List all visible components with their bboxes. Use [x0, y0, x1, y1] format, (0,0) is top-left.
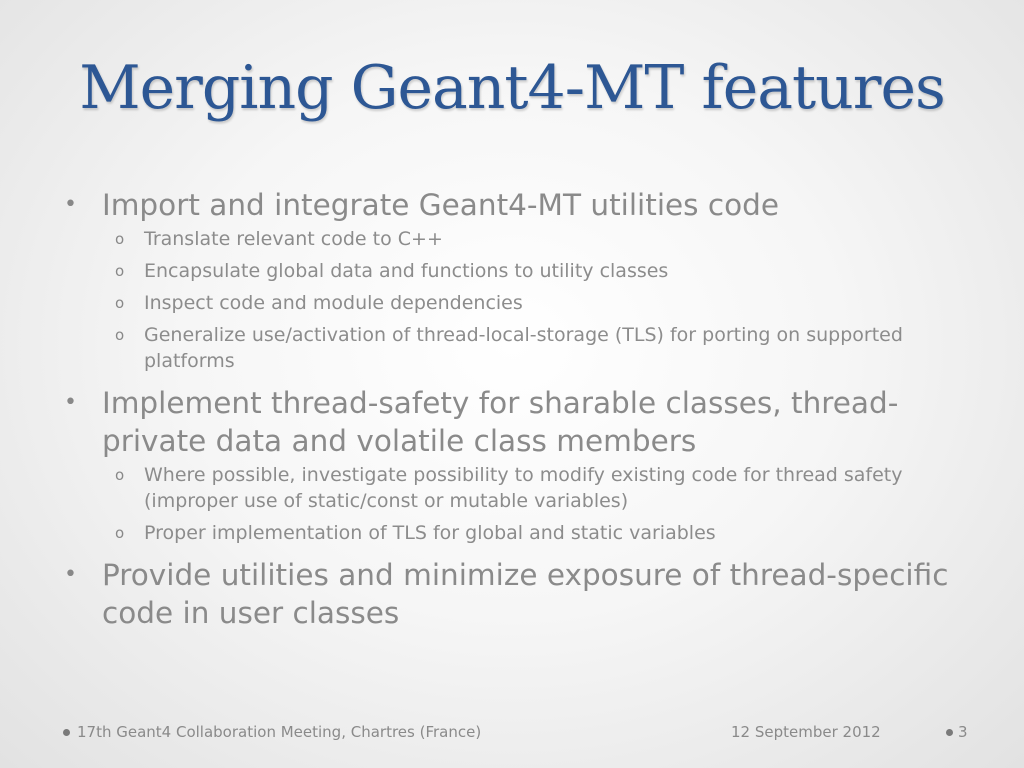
- bullet-text: Import and integrate Geant4-MT utilities code: [102, 188, 780, 222]
- footer-date: 12 September 2012: [731, 723, 881, 741]
- sub-bullet-text: Translate relevant code to C++: [144, 228, 443, 250]
- sub-bullet-item: [62, 462, 962, 514]
- bullet-item: [62, 556, 962, 632]
- bullet-dot-icon: •: [64, 390, 77, 415]
- sub-bullet-circle-icon: o: [115, 326, 125, 344]
- sub-bullet-item: [62, 258, 962, 284]
- bullet-text: Provide utilities and minimize exposure of thread-specific code in user classes: [102, 558, 949, 630]
- sub-bullet-text: Generalize use/activation of thread-local-storage (TLS) for porting on supported platforms: [144, 324, 903, 372]
- footer-conference: 17th Geant4 Collaboration Meeting, Chartres (France): [77, 723, 482, 741]
- bullet-dot-icon: •: [64, 192, 77, 217]
- sub-bullet-text: Proper implementation of TLS for global and static variables: [144, 522, 716, 544]
- sub-bullet-circle-icon: o: [115, 466, 125, 484]
- slide-content: [62, 186, 962, 634]
- sub-bullet-text: Where possible, investigate possibility to modify existing code for thread safety (improper use of static/const or mutable variables): [144, 464, 903, 512]
- sub-bullet-item: [62, 322, 962, 374]
- footer-dot-icon: [63, 729, 70, 736]
- sub-bullet-circle-icon: o: [115, 262, 125, 280]
- footer-dot-icon: [946, 729, 953, 736]
- sub-bullet-text: Inspect code and module dependencies: [144, 292, 523, 314]
- sub-bullet-item: [62, 226, 962, 252]
- bullet-item: [62, 384, 962, 460]
- sub-bullet-item: [62, 290, 962, 316]
- bullet-text: Implement thread-safety for sharable classes, thread-private data and volatile class members: [102, 386, 899, 458]
- page-number: 3: [958, 723, 968, 741]
- sub-bullet-text: Encapsulate global data and functions to utility classes: [144, 260, 669, 282]
- sub-bullet-circle-icon: o: [115, 294, 125, 312]
- bullet-dot-icon: •: [64, 562, 77, 587]
- slide-title: Merging Geant4-MT features: [79, 53, 945, 123]
- slide-footer: [0, 722, 1024, 746]
- sub-bullet-item: [62, 520, 962, 546]
- sub-bullet-circle-icon: o: [115, 230, 125, 248]
- bullet-item: [62, 186, 962, 224]
- sub-bullet-circle-icon: o: [115, 524, 125, 542]
